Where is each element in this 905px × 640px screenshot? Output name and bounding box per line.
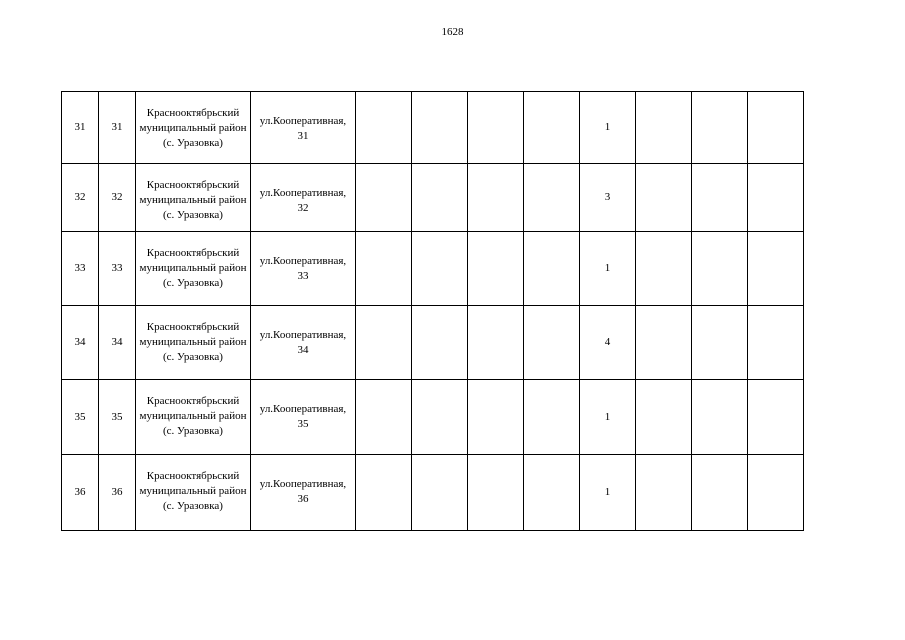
table-row — [62, 306, 804, 380]
empty-cell — [412, 164, 468, 232]
table-row — [62, 455, 804, 531]
value-cell: 1 — [580, 232, 636, 306]
page-number: 1628 — [441, 26, 464, 38]
row-number-cell: 35 — [62, 380, 99, 455]
empty-cell — [524, 164, 580, 232]
empty-cell — [356, 164, 412, 232]
house-number: 32 — [297, 202, 309, 214]
house-number: 34 — [297, 344, 309, 356]
street-name: ул.Кооперативная, — [259, 187, 347, 199]
empty-cell — [636, 232, 692, 306]
empty-cell — [468, 455, 524, 531]
empty-cell — [524, 232, 580, 306]
registry-table — [61, 91, 804, 531]
empty-cell — [356, 455, 412, 531]
district-cell: Краснооктябрьский муниципальный район (с. Уразовка) — [136, 306, 251, 380]
empty-cell — [692, 232, 748, 306]
street-name: ул.Кооперативная, — [259, 403, 347, 415]
empty-cell — [468, 232, 524, 306]
table-row — [62, 164, 804, 232]
empty-cell — [636, 164, 692, 232]
street-name: ул.Кооперативная, — [259, 115, 347, 127]
empty-cell — [748, 455, 804, 531]
empty-cell — [748, 306, 804, 380]
empty-cell — [748, 380, 804, 455]
row-index-cell: 35 — [99, 380, 136, 455]
district-cell: Краснооктябрьский муниципальный район (с. Уразовка) — [136, 380, 251, 455]
empty-cell — [468, 380, 524, 455]
house-number: 33 — [297, 270, 309, 282]
empty-cell — [524, 306, 580, 380]
row-number-cell: 31 — [62, 92, 99, 164]
empty-cell — [356, 380, 412, 455]
empty-cell — [468, 164, 524, 232]
empty-cell — [524, 380, 580, 455]
empty-cell — [636, 380, 692, 455]
table-row — [62, 232, 804, 306]
street-name: ул.Кооперативная, — [259, 329, 347, 341]
row-index-cell: 34 — [99, 306, 136, 380]
house-number: 35 — [297, 418, 309, 430]
empty-cell — [636, 455, 692, 531]
empty-cell — [524, 455, 580, 531]
empty-cell — [692, 92, 748, 164]
row-index-cell: 32 — [99, 164, 136, 232]
empty-cell — [356, 92, 412, 164]
street-cell — [251, 306, 356, 380]
empty-cell — [748, 232, 804, 306]
empty-cell — [412, 380, 468, 455]
street-name: ул.Кооперативная, — [259, 255, 347, 267]
empty-cell — [748, 92, 804, 164]
empty-cell — [412, 306, 468, 380]
empty-cell — [412, 455, 468, 531]
street-name: ул.Кооперативная, — [259, 478, 347, 490]
empty-cell — [692, 164, 748, 232]
house-number: 31 — [297, 130, 309, 142]
street-cell — [251, 164, 356, 232]
table-row — [62, 380, 804, 455]
row-number-cell: 36 — [62, 455, 99, 531]
street-cell — [251, 380, 356, 455]
value-cell: 1 — [580, 455, 636, 531]
empty-cell — [636, 92, 692, 164]
empty-cell — [524, 92, 580, 164]
district-cell: Краснооктябрьский муниципальный район (с. Уразовка) — [136, 92, 251, 164]
empty-cell — [468, 306, 524, 380]
row-index-cell: 31 — [99, 92, 136, 164]
street-cell — [251, 232, 356, 306]
value-cell: 3 — [580, 164, 636, 232]
street-cell — [251, 92, 356, 164]
empty-cell — [692, 380, 748, 455]
row-number-cell: 32 — [62, 164, 99, 232]
row-index-cell: 36 — [99, 455, 136, 531]
district-cell: Краснооктябрьский муниципальный район (с. Уразовка) — [136, 455, 251, 531]
empty-cell — [412, 92, 468, 164]
house-number: 36 — [297, 493, 309, 505]
street-cell — [251, 455, 356, 531]
value-cell: 4 — [580, 306, 636, 380]
empty-cell — [692, 455, 748, 531]
value-cell: 1 — [580, 92, 636, 164]
empty-cell — [356, 232, 412, 306]
empty-cell — [692, 306, 748, 380]
empty-cell — [412, 232, 468, 306]
empty-cell — [356, 306, 412, 380]
row-number-cell: 33 — [62, 232, 99, 306]
empty-cell — [468, 92, 524, 164]
row-index-cell: 33 — [99, 232, 136, 306]
district-cell: Краснооктябрьский муниципальный район (с. Уразовка) — [136, 232, 251, 306]
row-number-cell: 34 — [62, 306, 99, 380]
table-row — [62, 92, 804, 164]
empty-cell — [636, 306, 692, 380]
registry-table-body — [62, 92, 804, 531]
value-cell: 1 — [580, 380, 636, 455]
empty-cell — [748, 164, 804, 232]
district-cell: Краснооктябрьский муниципальный район (с. Уразовка) — [136, 164, 251, 232]
